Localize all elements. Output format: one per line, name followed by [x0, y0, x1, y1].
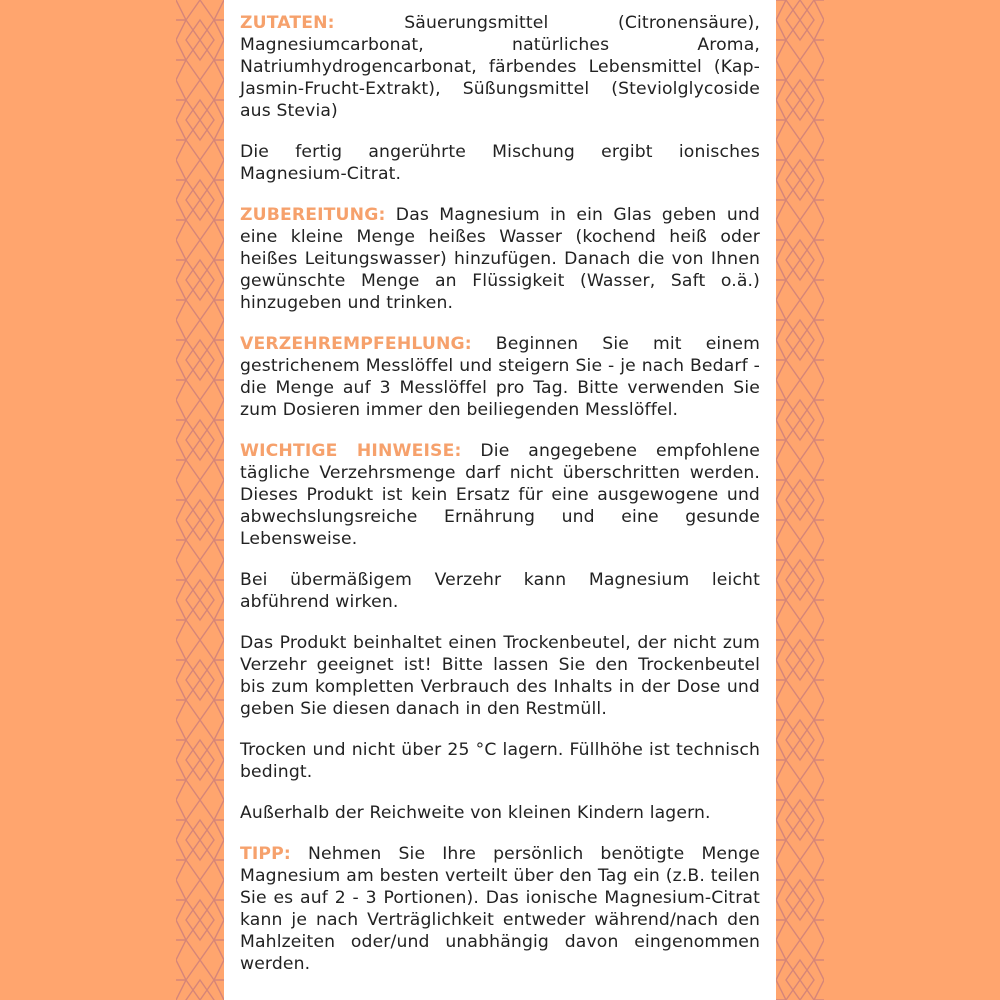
label-text-panel: [224, 0, 776, 1000]
desiccant-paragraph: [240, 632, 760, 720]
tip-heading: TIPP:: [240, 844, 291, 864]
laxative-warning-text: Bei übermäßigem Verzehr kann Magnesium leicht abführend wirken.: [240, 570, 760, 612]
recommendation-text: Beginnen Sie mit einem gestrichenem Messlöffel und steigern Sie - je nach Bedarf - die Menge auf 3 Messlöffel pro Tag. Bitte verwenden Sie zum Dosieren immer den beiliegenden Messlöffel.: [240, 334, 760, 420]
laxative-warning-paragraph: [240, 569, 760, 613]
right-decorative-border: [776, 0, 824, 1000]
children-warning-text: Außerhalb der Reichweite von kleinen Kindern lagern.: [240, 803, 711, 823]
storage-paragraph: [240, 739, 760, 783]
mixture-text: Die fertig angerührte Mischung ergibt ionisches Magnesium-Citrat.: [240, 142, 760, 184]
ingredients-paragraph: [240, 12, 760, 122]
left-decorative-border: [176, 0, 224, 1000]
preparation-paragraph: [240, 204, 760, 314]
important-notes-paragraph: [240, 440, 760, 550]
ingredients-heading: ZUTATEN:: [240, 13, 335, 33]
desiccant-text: Das Produkt beinhaltet einen Trockenbeutel, der nicht zum Verzehr geeignet ist! Bitte lassen Sie den Trockenbeutel bis zum kompletten Verbrauch des Inhalts in der Dose und geben Sie diesen danach in den Restmüll.: [240, 633, 760, 719]
important-notes-text: Die angegebene empfohlene tägliche Verzehrsmenge darf nicht überschritten werden. Dieses Produkt ist kein Ersatz für eine ausgewogene und abwechslungsreiche Ernährung und eine gesunde Lebensweise.: [240, 441, 760, 549]
mixture-paragraph: [240, 141, 760, 185]
important-notes-heading: WICHTIGE HINWEISE:: [240, 441, 462, 461]
preparation-heading: ZUBEREITUNG:: [240, 205, 386, 225]
tip-text: Nehmen Sie Ihre persönlich benötigte Menge Magnesium am besten verteilt über den Tag ein (z.B. teilen Sie es auf 2 - 3 Portionen). Das ionische Magnesium-Citrat kann je nach Verträglichkeit entweder während/nach den Mahlzeiten oder/und unabhängig davon eingenommen werden.: [240, 844, 760, 974]
tip-paragraph: [240, 843, 760, 975]
preparation-text: Das Magnesium in ein Glas geben und eine kleine Menge heißes Wasser (kochend heiß oder heißes Leitungswasser) hinzufügen. Danach die von Ihnen gewünschte Menge an Flüssigkeit (Wasser, Saft o.ä.) hinzugeben und trinken.: [240, 205, 760, 313]
storage-text: Trocken und nicht über 25 °C lagern. Füllhöhe ist technisch bedingt.: [240, 740, 760, 782]
children-warning-paragraph: [240, 802, 760, 824]
ingredients-text: Säuerungsmittel (Citronensäure), Magnesiumcarbonat, natürliches Aroma, Natriumhydrogencarbonat, färbendes Lebensmittel (Kap-Jasmin-Frucht-Extrakt), Süßungsmittel (Steviolglycoside aus Stevia): [240, 13, 760, 121]
recommendation-heading: VERZEHREMPFEHLUNG:: [240, 334, 472, 354]
recommendation-paragraph: [240, 333, 760, 421]
